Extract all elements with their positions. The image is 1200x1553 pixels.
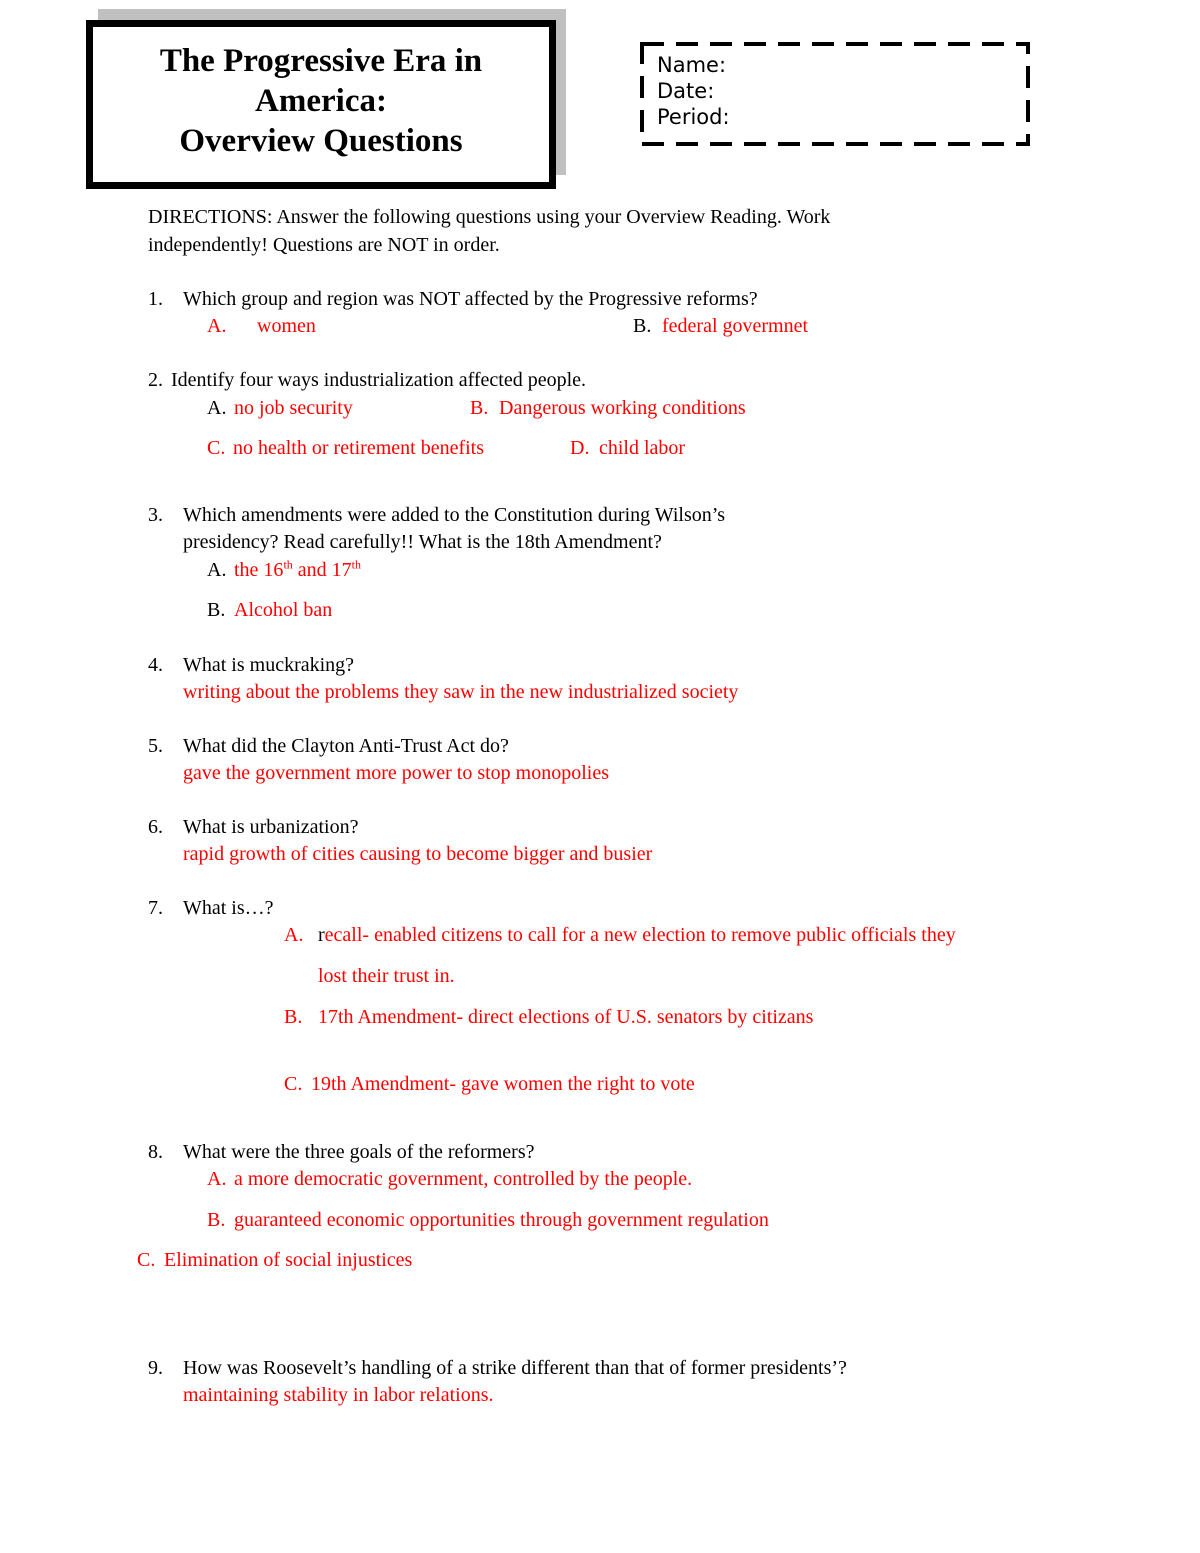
question-9-number: 9. [148, 1357, 163, 1379]
q3-answer-b-letter: B. [207, 599, 226, 621]
q7-answer-c-letter: C. [284, 1073, 303, 1095]
q2-answer-b: Dangerous working conditions [499, 397, 746, 419]
title-line-2: America: [255, 83, 387, 119]
q2-answer-a-letter: A. [207, 397, 227, 419]
q7-answer-a-line-2: lost their trust in. [318, 965, 455, 987]
q8-answer-c: Elimination of social injustices [164, 1249, 413, 1271]
question-1-text: Which group and region was NOT affected by the Progressive reforms? [183, 288, 758, 310]
q4-answer: writing about the problems they saw in the new industrialized society [183, 681, 739, 703]
title-line-3: Overview Questions [179, 123, 463, 159]
q8-answer-a-letter: A. [207, 1168, 227, 1190]
question-3-number: 3. [148, 504, 163, 526]
question-5-text: What did the Clayton Anti-Trust Act do? [183, 735, 509, 757]
question-1-number: 1. [148, 288, 163, 310]
q7-answer-a: recall- enabled citizens to call for a new election to remove public officials they [318, 924, 956, 946]
q2-answer-d: child labor [599, 437, 686, 459]
q2-answer-a: no job security [234, 397, 353, 419]
q7-answer-a-letter: A. [284, 924, 304, 946]
name-label[interactable]: Name: [657, 53, 727, 77]
q2-answer-b-letter: B. [470, 397, 489, 419]
q8-answer-a: a more democratic government, controlled by the people. [234, 1168, 693, 1190]
question-3-text-line-1: Which amendments were added to the Constitution during Wilson’s [183, 504, 726, 526]
q1-answer-a: women [257, 315, 316, 337]
q8-answer-b-letter: B. [207, 1209, 226, 1231]
q1-answer-b-letter: B. [633, 315, 652, 337]
q7-answer-b-letter: B. [284, 1006, 303, 1028]
q2-answer-c: no health or retirement benefits [233, 437, 485, 459]
title-line-1: The Progressive Era in [159, 43, 483, 79]
q9-answer: maintaining stability in labor relations. [183, 1384, 494, 1406]
question-2-text: Identify four ways industrialization affected people. [171, 369, 587, 391]
question-5-number: 5. [148, 735, 163, 757]
question-9-text: How was Roosevelt’s handling of a strike different than that of former presidents’? [183, 1357, 847, 1379]
question-6-text: What is urbanization? [183, 816, 359, 838]
directions-line-2: independently! Questions are NOT in order. [148, 234, 500, 256]
question-8-text: What were the three goals of the reformers? [183, 1141, 535, 1163]
question-7-number: 7. [148, 897, 163, 919]
question-2-number: 2. [148, 369, 163, 391]
q5-answer: gave the government more power to stop monopolies [183, 762, 610, 784]
date-label[interactable]: Date: [657, 79, 715, 103]
student-info-box [640, 42, 1026, 142]
q1-answer-a-letter: A. [207, 315, 227, 337]
question-7-text: What is…? [183, 897, 274, 919]
question-6-number: 6. [148, 816, 163, 838]
q3-answer-a-letter: A. [207, 559, 227, 581]
question-4-number: 4. [148, 654, 163, 676]
q7-answer-b: 17th Amendment- direct elections of U.S. senators by citizans [318, 1006, 814, 1028]
q3-answer-a: the 16th and 17th [234, 557, 362, 581]
question-3-text-line-2: presidency? Read carefully!! What is the 18th Amendment? [183, 531, 662, 553]
q1-answer-b: federal govermnet [662, 315, 809, 337]
question-8-number: 8. [148, 1141, 163, 1163]
q6-answer: rapid growth of cities causing to become bigger and busier [183, 843, 653, 865]
directions-line-1: DIRECTIONS: Answer the following questions using your Overview Reading. Work [148, 206, 831, 228]
q2-answer-d-letter: D. [570, 437, 590, 459]
q8-answer-c-letter: C. [137, 1249, 156, 1271]
title-box [86, 20, 556, 189]
q7-answer-c: 19th Amendment- gave women the right to vote [311, 1073, 695, 1095]
q2-answer-c-letter: C. [207, 437, 226, 459]
q8-answer-b: guaranteed economic opportunities through government regulation [234, 1209, 769, 1231]
question-4-text: What is muckraking? [183, 654, 355, 676]
period-label[interactable]: Period: [657, 105, 730, 129]
q3-answer-b: Alcohol ban [234, 599, 333, 621]
page-title [93, 41, 549, 161]
